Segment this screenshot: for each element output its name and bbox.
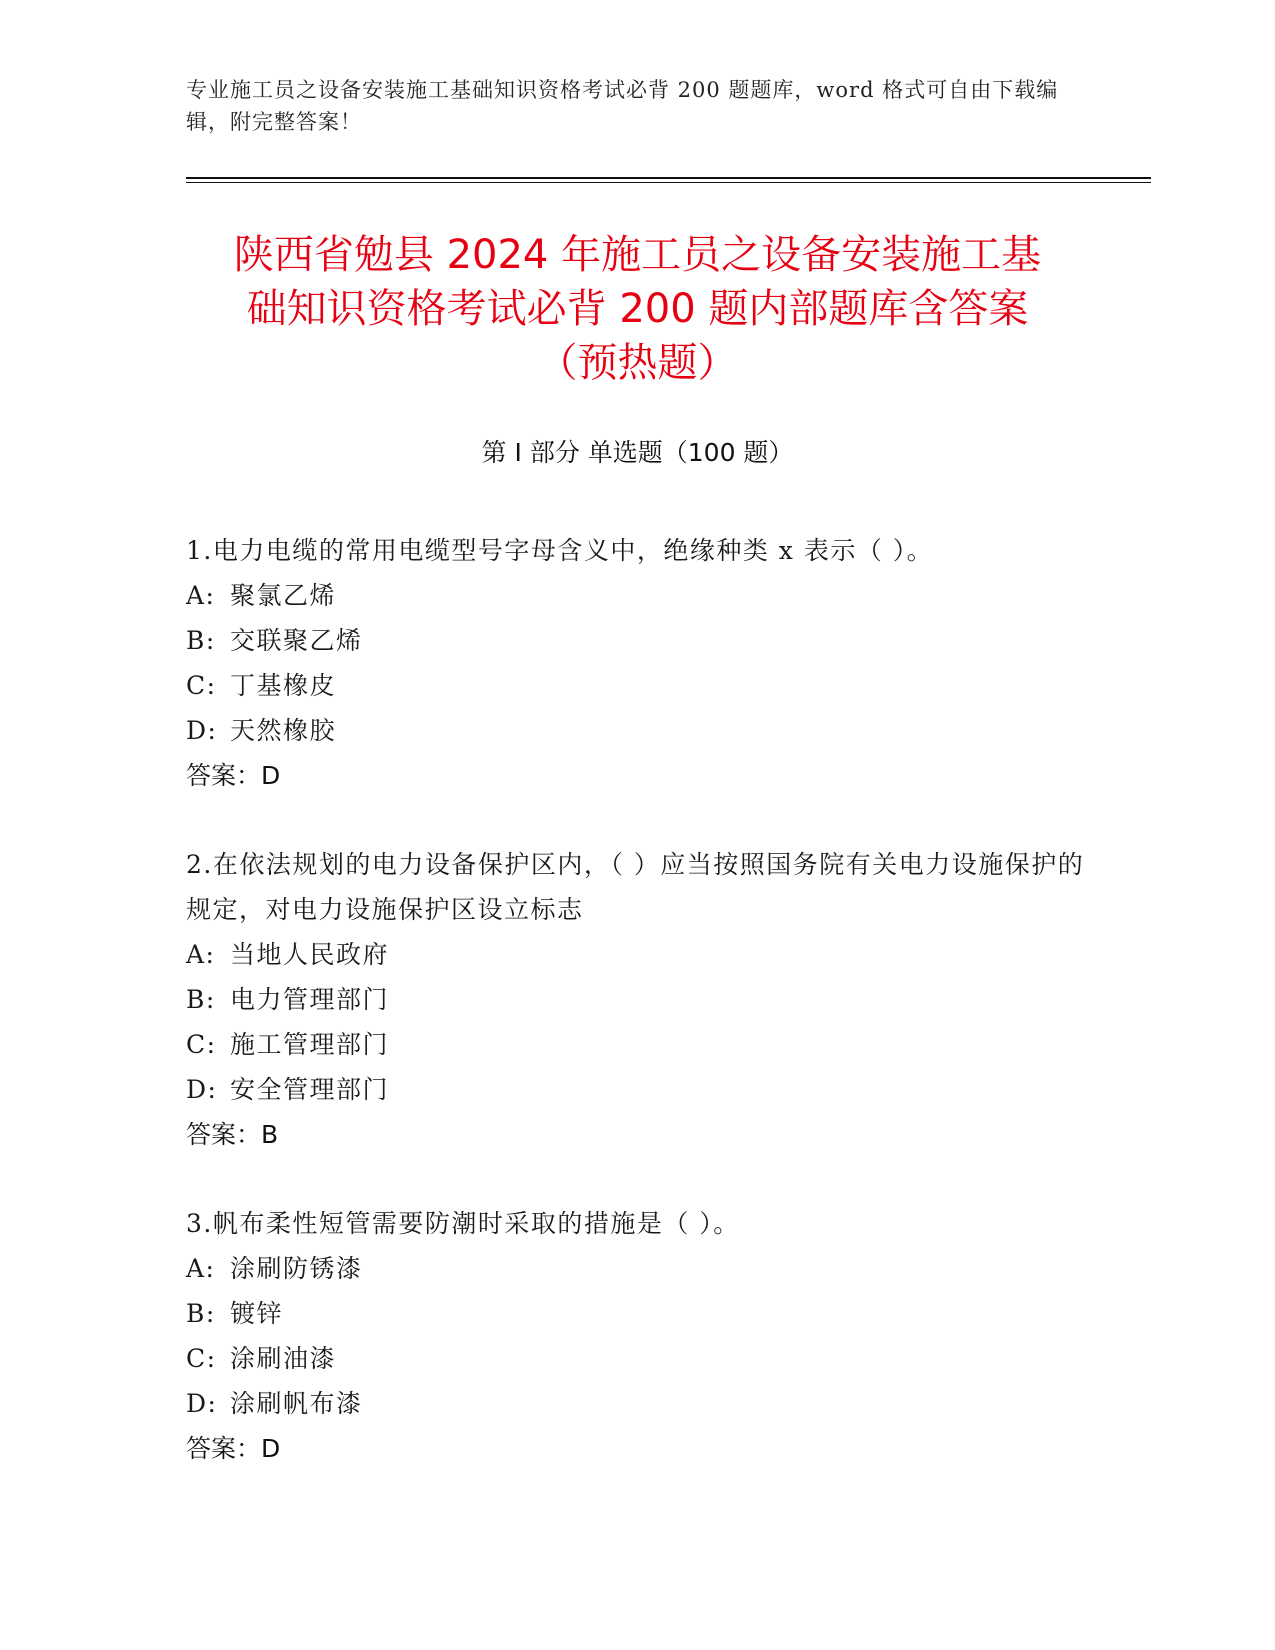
option-key: B: [186,985,216,1014]
question-3 [186,1201,1086,1471]
option-key: D: [186,716,218,745]
option-d [186,1381,1086,1426]
option-key: B: [186,626,216,655]
option-key: C: [186,1344,217,1373]
answer-line: 答案：D [186,761,281,790]
option-text: 施工管理部门 [230,1030,390,1059]
answer-line: 答案：B [186,1120,279,1149]
option-c [186,1022,1086,1067]
header-divider-thin [186,182,1151,183]
option-text: 安全管理部门 [230,1075,390,1104]
question-stem: 3.帆布柔性短管需要防潮时采取的措施是（ ）。 [186,1209,740,1238]
option-key: A: [186,581,216,610]
question-2 [186,842,1086,1157]
option-text: 天然橡胶 [230,716,337,745]
option-key: D: [186,1075,218,1104]
question-stem: 2.在依法规划的电力设备保护区内，（ ）应当按照国务院有关电力设施保护的规定，对电力设施保护区设立标志 [186,850,1085,924]
option-a [186,932,1086,977]
option-key: C: [186,1030,217,1059]
option-a [186,573,1086,618]
option-text: 涂刷油漆 [230,1344,337,1373]
title-line-1: 陕西省勉县 2024 年施工员之设备安装施工基 [233,232,1042,278]
option-b [186,1291,1086,1336]
option-b [186,618,1086,663]
option-key: D: [186,1389,218,1418]
option-text: 聚氯乙烯 [230,581,337,610]
header-note: 专业施工员之设备安装施工基础知识资格考试必背 200 题题库，word 格式可自由下载编辑，附完整答案！ [186,78,1059,134]
option-key: A: [186,1254,216,1283]
option-text: 当地人民政府 [230,940,390,969]
option-d [186,1067,1086,1112]
option-text: 交联聚乙烯 [230,626,363,655]
option-text: 镀锌 [230,1299,284,1328]
option-key: C: [186,671,217,700]
option-text: 涂刷帆布漆 [230,1389,363,1418]
option-c [186,1336,1086,1381]
question-list [186,528,1086,1515]
option-d [186,708,1086,753]
document-title [186,228,1089,390]
answer-line: 答案：D [186,1434,281,1463]
header-divider-thick [186,177,1151,179]
option-text: 涂刷防锈漆 [230,1254,363,1283]
option-c [186,663,1086,708]
title-line-2: 础知识资格考试必背 200 题内部题库含答案 [246,286,1029,332]
option-a [186,1246,1086,1291]
option-key: A: [186,940,216,969]
question-1 [186,528,1086,798]
option-text: 丁基橡皮 [230,671,337,700]
option-key: B: [186,1299,216,1328]
question-stem: 1.电力电缆的常用电缆型号字母含义中，绝缘种类 x 表示（ ）。 [186,536,934,565]
title-line-3: （预热题） [537,340,738,386]
option-b [186,977,1086,1022]
option-text: 电力管理部门 [230,985,390,1014]
section-title: 第 I 部分 单选题（100 题） [481,438,794,467]
